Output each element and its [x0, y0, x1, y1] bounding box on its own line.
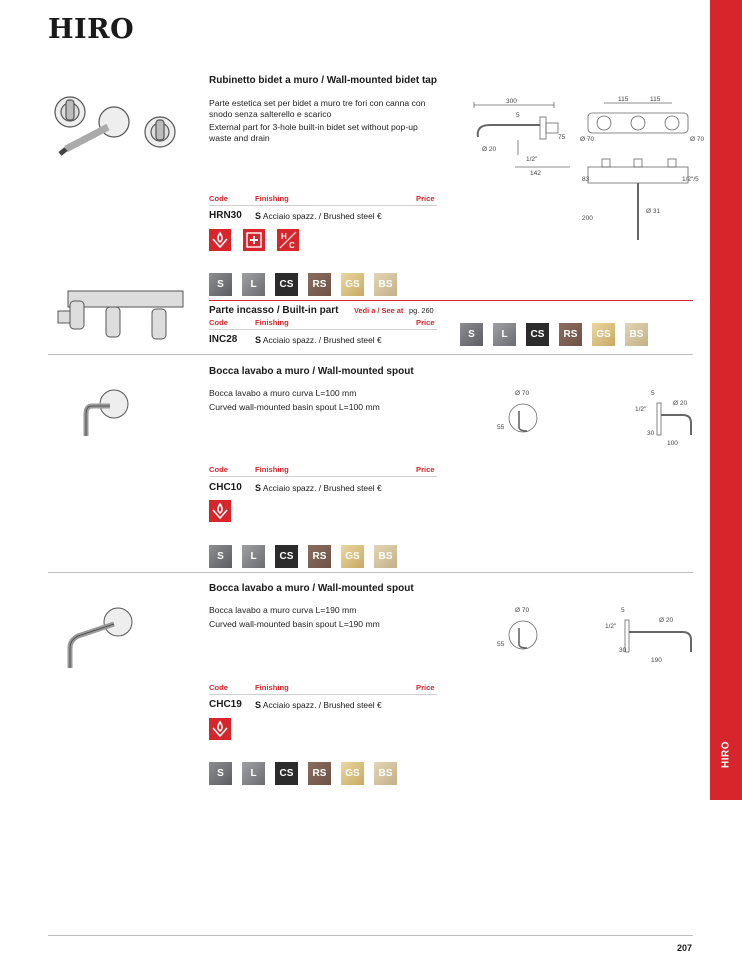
see-page[interactable]: pg. 260 — [409, 306, 434, 315]
swatch-l[interactable]: L — [242, 273, 265, 296]
swatch-rs[interactable]: RS — [308, 762, 331, 785]
price-value: € — [376, 335, 382, 345]
swatch-bs[interactable]: BS — [374, 273, 397, 296]
price-value: € — [376, 700, 382, 710]
product-title: Rubinetto bidet a muro / Wall-mounted bidet tap — [209, 75, 437, 86]
swatch-gs[interactable]: GS — [341, 762, 364, 785]
see-reference[interactable]: Vedi a / See at — [354, 306, 404, 315]
finishing-value: S Acciaio spazz. / Brushed steel € — [255, 483, 382, 493]
dim-label: 5 — [621, 607, 625, 614]
water-saving-icon — [209, 229, 231, 251]
dim-label: 1/2" — [605, 623, 617, 630]
product-title: Bocca lavabo a muro / Wall-mounted spout — [209, 583, 414, 594]
swatch-bs[interactable]: BS — [374, 545, 397, 568]
swatch-cs[interactable]: CS — [526, 323, 549, 346]
swatch-rs[interactable]: RS — [559, 323, 582, 346]
finish-swatches — [209, 762, 397, 785]
product-code: INC28 — [209, 334, 238, 345]
side-tab — [710, 0, 742, 800]
bidet-tap-image — [48, 92, 188, 172]
water-saving-icon — [209, 500, 231, 522]
header-divider — [209, 205, 437, 206]
section-divider — [48, 354, 693, 355]
dim-label: 30 — [647, 430, 655, 437]
dim-label: 300 — [506, 98, 517, 105]
finishing-value: S Acciaio spazz. / Brushed steel € — [255, 335, 382, 345]
finish-swatches — [209, 545, 397, 568]
dim-label: 100 — [667, 440, 678, 447]
spout-190-image — [62, 602, 142, 674]
svg-text:C: C — [289, 241, 295, 250]
footer-divider — [48, 935, 693, 936]
finish-swatches — [460, 323, 648, 346]
section-divider — [48, 572, 693, 573]
dim-label: 142 — [530, 170, 541, 177]
product-desc-en: External part for 3-hole built-in bidet set without pop-up waste and drain — [209, 122, 418, 143]
col-price: Price — [416, 683, 435, 692]
product-code: CHC19 — [209, 699, 242, 710]
swatch-cs[interactable]: CS — [275, 545, 298, 568]
swatch-rs[interactable]: RS — [308, 545, 331, 568]
technical-drawing — [495, 602, 700, 667]
side-tab-label: HIRO — [720, 741, 732, 769]
col-code: Code — [209, 465, 228, 474]
product-desc-en: Curved wall-mounted basin spout L=190 mm — [209, 619, 380, 629]
dim-label: 55 — [497, 641, 505, 648]
swatch-s[interactable]: S — [460, 323, 483, 346]
product-code: HRN30 — [209, 210, 242, 221]
dim-label: 75 — [558, 134, 566, 141]
swatch-s[interactable]: S — [209, 762, 232, 785]
dim-label: Ø 20 — [673, 400, 688, 407]
col-finishing: Finishing — [255, 683, 289, 692]
finishing-value: S Acciaio spazz. / Brushed steel € — [255, 700, 382, 710]
feature-icons — [209, 229, 301, 251]
svg-text:H: H — [281, 232, 287, 241]
dim-label: 5 — [516, 112, 520, 119]
header-divider — [209, 694, 437, 695]
dim-label: 5 — [651, 390, 655, 397]
dim-label: 1/2"/5 — [682, 176, 699, 183]
dim-label: Ø 31 — [646, 208, 661, 215]
swatch-l[interactable]: L — [242, 545, 265, 568]
dim-label: 83 — [582, 176, 590, 183]
dim-label: 55 — [497, 424, 505, 431]
hot-cold-icon — [277, 229, 299, 251]
dim-label: Ø 70 — [690, 136, 705, 143]
dim-label: 200 — [582, 215, 593, 222]
dim-label: Ø 70 — [515, 607, 530, 614]
product-desc-en: Curved wall-mounted basin spout L=100 mm — [209, 402, 380, 412]
col-price: Price — [416, 465, 435, 474]
swatch-gs[interactable]: GS — [341, 273, 364, 296]
built-in-part-image — [50, 285, 190, 345]
dim-label: 115 — [618, 96, 629, 103]
price-value: € — [376, 483, 382, 493]
dim-label: Ø 70 — [580, 136, 595, 143]
header-divider — [209, 476, 437, 477]
dim-label: 115 — [650, 96, 661, 103]
swatch-gs[interactable]: GS — [341, 545, 364, 568]
dim-label: Ø 20 — [659, 617, 674, 624]
section-divider — [209, 300, 693, 301]
product-desc-it: Parte estetica set per bidet a muro tre fori con canna con snodo senza salterello e scarico — [209, 98, 426, 119]
technical-drawing — [495, 385, 700, 450]
swatch-gs[interactable]: GS — [592, 323, 615, 346]
price-value: € — [376, 211, 382, 221]
swatch-s[interactable]: S — [209, 545, 232, 568]
col-code: Code — [209, 194, 228, 203]
dim-label: 190 — [651, 657, 662, 664]
col-code: Code — [209, 683, 228, 692]
dim-label: 1/2" — [526, 156, 538, 163]
product-code: CHC10 — [209, 482, 242, 493]
product-desc-it: Bocca lavabo a muro curva L=190 mm — [209, 605, 357, 615]
col-finishing: Finishing — [255, 194, 289, 203]
swatch-l[interactable]: L — [493, 323, 516, 346]
dim-label: 30 — [619, 647, 627, 654]
swatch-l[interactable]: L — [242, 762, 265, 785]
product-desc-it: Bocca lavabo a muro curva L=100 mm — [209, 388, 357, 398]
brand-title: HIRO — [48, 14, 135, 45]
col-finishing: Finishing — [255, 318, 289, 327]
col-price: Price — [416, 194, 435, 203]
swatch-s[interactable]: S — [209, 273, 232, 296]
spout-100-image — [78, 384, 138, 444]
col-finishing: Finishing — [255, 465, 289, 474]
col-code: Code — [209, 318, 228, 327]
swatch-bs[interactable]: BS — [374, 762, 397, 785]
col-price: Price — [416, 318, 435, 327]
dim-label: Ø 70 — [515, 390, 530, 397]
technical-drawing — [470, 95, 705, 245]
product-title: Bocca lavabo a muro / Wall-mounted spout — [209, 366, 414, 377]
swatch-cs[interactable]: CS — [275, 273, 298, 296]
swatch-bs[interactable]: BS — [625, 323, 648, 346]
swatch-rs[interactable]: RS — [308, 273, 331, 296]
swatch-cs[interactable]: CS — [275, 762, 298, 785]
dim-label: 1/2" — [635, 406, 647, 413]
product-title: Parte incasso / Built-in part — [209, 305, 339, 316]
finish-swatches — [209, 273, 397, 296]
page-number: 207 — [676, 943, 692, 953]
header-divider — [209, 329, 437, 330]
dim-label: Ø 20 — [482, 146, 497, 153]
finishing-value: S Acciaio spazz. / Brushed steel € — [255, 211, 382, 221]
water-saving-icon — [209, 718, 231, 740]
thermostatic-icon — [243, 229, 265, 251]
